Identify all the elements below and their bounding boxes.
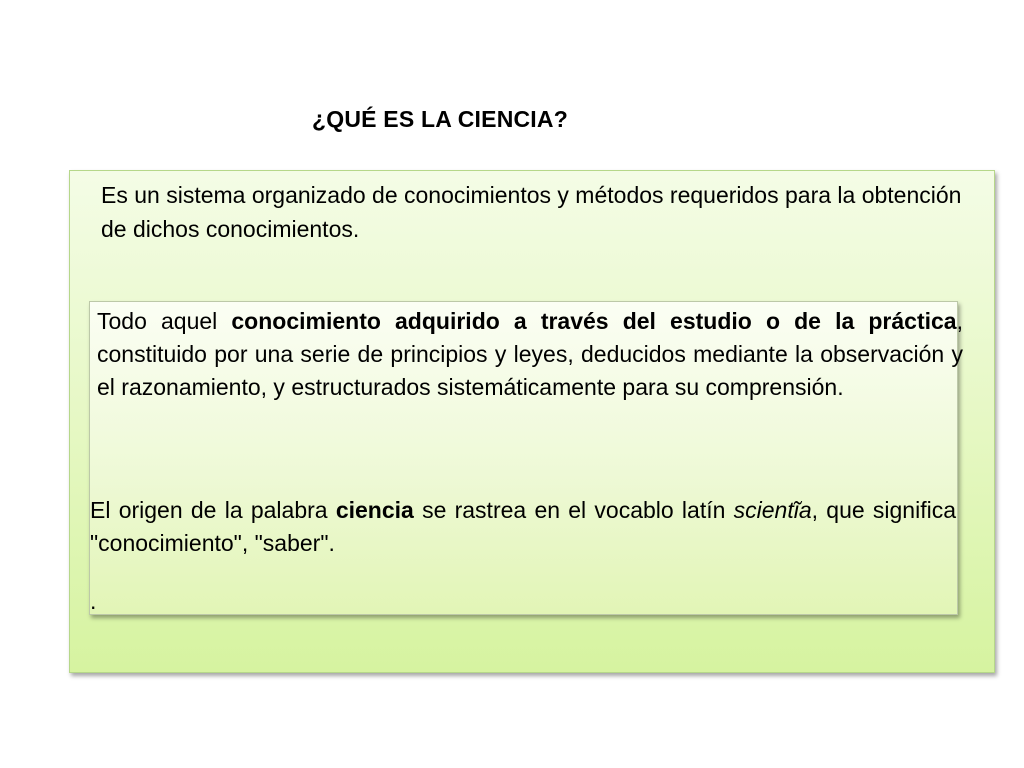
trailing-dot: . [90,588,97,614]
knowledge-paragraph [90,305,963,404]
knowledge-paragraph-emphasis: conocimiento adquirido a través del estudio o de la práctica [231,308,957,334]
origin-paragraph-middle: se rastrea en el vocablo latín [413,497,734,523]
origin-paragraph-intro: El origen de la palabra [90,497,336,523]
knowledge-paragraph-intro: Todo aquel [97,308,232,334]
origin-paragraph-latin-word: scientĩa [733,497,812,523]
slide-title: ¿QUÉ ES LA CIENCIA? [312,106,568,132]
origin-paragraph-rest: , que significa "conocimiento", "saber". [90,497,956,556]
origin-paragraph [90,494,956,560]
origin-paragraph-keyword: ciencia [335,497,414,523]
definition-text: Es un sistema organizado de conocimientos y métodos requeridos para la obtención de dichos conocimientos. [101,182,962,242]
knowledge-paragraph-rest: , constituido por una serie de principios y leyes, deducidos mediante la observación y el razonamiento, y estructurados sistemáticamente para su comprensión. [97,308,963,400]
